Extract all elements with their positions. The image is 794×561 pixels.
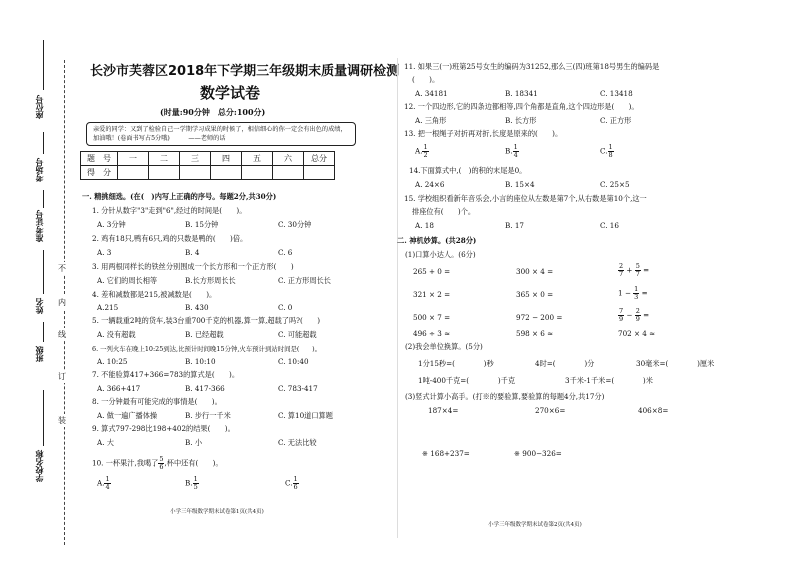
page-divider: [397, 58, 398, 538]
q12-option-b[interactable]: B. 长方形: [505, 116, 537, 125]
q14-option-a[interactable]: A. 24×6: [415, 180, 445, 189]
q2-option-c[interactable]: C. 6: [278, 248, 293, 257]
frac-num: 2: [635, 307, 640, 315]
oral-3-3: $\frac{7}{9}$ − $\frac{2}{9}$ =: [619, 307, 650, 323]
frac-den: 9: [619, 315, 624, 323]
oral-4-3: 702 × 4 ≈: [618, 329, 656, 338]
q10-frac-den: 6: [159, 463, 164, 471]
exam-room-label: 考场号: [35, 158, 44, 182]
q13-option-c[interactable]: [600, 144, 614, 159]
q13-option-c-letter: C.: [600, 146, 608, 156]
frac-den: 8: [608, 151, 613, 159]
score-table-cell: 题 号: [81, 152, 118, 166]
q4-option-c[interactable]: C. 0: [278, 303, 293, 312]
q13-option-a-frac: [422, 144, 428, 159]
admission-number-label: 准考证号: [35, 210, 44, 242]
q10-option-c[interactable]: [285, 476, 299, 491]
frac-den: 9: [635, 315, 640, 323]
q5-option-b[interactable]: B. 已经超载: [185, 330, 224, 339]
vertical-1: 187×4=: [428, 406, 459, 415]
question-8: 8. 一分钟最有可能完成的事情是( )。: [92, 397, 222, 406]
q10-option-a-letter: A.: [97, 478, 105, 488]
exam-subtitle: 数学试卷: [199, 84, 260, 102]
question-15: 15. 学校组织看新年音乐会,小言的座位从左数是第7个,从右数是第10个,这一: [404, 194, 647, 203]
oral-4-2: 598 × 6 ≈: [516, 329, 554, 338]
score-input-cell[interactable]: [149, 166, 180, 180]
oral-1-1: 265 + 0 =: [413, 267, 451, 276]
score-table-cell: 二: [149, 152, 180, 166]
q11-option-a[interactable]: A. 34181: [415, 89, 448, 98]
score-table-cell: 三: [180, 152, 211, 166]
q13-option-b[interactable]: [505, 144, 519, 159]
frac-den: 2: [423, 151, 428, 159]
q10-text-1: 10. 一杯果汁,我喝了: [92, 458, 159, 468]
q13-option-a-letter: A.: [415, 146, 423, 156]
q7-option-b[interactable]: B. 417-366: [185, 384, 225, 393]
q9-option-a[interactable]: A. 大: [97, 438, 114, 447]
oral-2-1: 321 × 2 =: [413, 290, 451, 299]
oral-3-2: 972 − 200 =: [516, 313, 563, 322]
score-table-cell: 得 分: [81, 166, 118, 180]
oral-1-3: $\frac{2}{7}$ + $\frac{5}{7}$ =: [619, 262, 650, 278]
seat-number-line[interactable]: [43, 40, 44, 90]
unit-conversion-subtitle: (2)我会单位换算。(5分): [405, 342, 483, 351]
oral-1-2: 300 × 4 =: [516, 267, 554, 276]
q8-option-c[interactable]: C. 算10道口算题: [278, 411, 333, 420]
frac-num: 5: [635, 262, 640, 270]
q6-option-a[interactable]: A. 10:25: [97, 357, 128, 366]
q2-option-a[interactable]: A. 3: [97, 248, 112, 257]
question-3: 3. 用两根同样长的铁丝分别围成一个长方形和一个正方形( ): [92, 262, 294, 271]
q6-option-c[interactable]: C. 10:40: [278, 357, 309, 366]
question-9: 9. 算式797-298比198+402的结果( )。: [92, 424, 235, 433]
unit-1[interactable]: 1分15秒=( )秒: [418, 359, 494, 368]
q7-option-c[interactable]: C. 783-417: [278, 384, 318, 393]
q8-option-b[interactable]: B. 步行一千米: [185, 411, 231, 420]
q7-option-a[interactable]: A. 366+417: [97, 384, 141, 393]
seat-number-label: 座位号: [35, 95, 44, 119]
frac-den: 5: [193, 483, 198, 491]
time-score-info: (时量:90分钟 总分:100分): [160, 107, 266, 117]
q13-option-b-frac: [513, 144, 519, 159]
question-5: 5. 一辆载重2吨的货车,装3台重700千克的机器,算一算,超载了吗?( ): [92, 316, 321, 325]
q4-option-b[interactable]: B. 430: [185, 303, 209, 312]
question-14: 14.下面算式中,( )的积的末尾是0。: [409, 166, 527, 175]
q1-option-b[interactable]: B. 15分钟: [185, 220, 219, 229]
oral-3-1: 500 × 7 =: [413, 313, 451, 322]
q8-option-a[interactable]: A. 做一遍广播体操: [97, 411, 158, 420]
q13-option-a[interactable]: [415, 144, 429, 159]
q3-option-c[interactable]: C. 正方形周长长: [278, 276, 331, 285]
school-name-line[interactable]: [43, 390, 44, 446]
q10-option-a[interactable]: [97, 476, 111, 491]
frac-den: 4: [513, 151, 518, 159]
question-4: 4. 差和减数都是215,被减数是( )。: [92, 290, 217, 299]
score-input-cell[interactable]: [180, 166, 211, 180]
q10-option-a-frac: [104, 476, 110, 491]
q10-option-c-letter: C.: [285, 478, 293, 488]
score-table-cell: 五: [242, 152, 273, 166]
oral-calc-subtitle: (1)口算小达人。(6分): [405, 250, 476, 259]
q1-option-c[interactable]: C. 30分钟: [278, 220, 312, 229]
frac-b: [635, 263, 641, 278]
section2-title: 二. 神机妙算。(共28分): [397, 236, 477, 245]
q10-option-c-frac: [293, 476, 299, 491]
vertical-5: ※ 900−326=: [514, 449, 562, 458]
score-input-cell[interactable]: [242, 166, 273, 180]
footer-right: 小学三年级数学期末试卷第2页(共4页): [488, 522, 582, 528]
oral-4-1: 496 ÷ 3 ≈: [413, 329, 451, 338]
seam-char-nei: 内: [58, 298, 66, 307]
question-13: 13. 把一根绳子对折再对折,长度是原来的( )。: [404, 129, 563, 138]
frac-num: 1: [423, 143, 428, 151]
score-table-cell: 总分: [304, 152, 335, 166]
q10-option-b-letter: B.: [185, 478, 193, 488]
q9-option-c[interactable]: C. 无法比较: [278, 438, 317, 447]
vertical-4: ※ 168+237=: [422, 449, 470, 458]
score-table-cell: 六: [273, 152, 304, 166]
frac-one-third: [633, 286, 639, 301]
frac-den: 7: [619, 270, 624, 278]
question-2: 2. 鸡有18只,鸭有6只,鸡的只数是鸭的( )倍。: [92, 234, 248, 243]
exam-room-line[interactable]: [43, 132, 44, 154]
footer-left: 小学三年级数学期末试卷第1页(共4页): [170, 509, 264, 515]
frac-a: [618, 308, 624, 323]
frac-num: 1: [634, 285, 639, 293]
class-label: 班级: [35, 346, 44, 362]
frac-den: 7: [635, 270, 640, 278]
q10-option-b-frac: [193, 476, 199, 491]
frac-num: 1: [193, 475, 198, 483]
unit-2[interactable]: 4时=( )分: [535, 359, 595, 368]
q3-option-b[interactable]: B.长方形周长长: [185, 276, 236, 285]
score-table-cell: 四: [211, 152, 242, 166]
class-line[interactable]: [43, 322, 44, 342]
question-7: 7. 不能验算417+366=783的算式是( )。: [92, 370, 240, 379]
q10-option-b[interactable]: [185, 476, 199, 491]
q13-option-c-frac: [608, 144, 614, 159]
seam-char-bu: 不: [58, 264, 66, 273]
question-6: 6. 一列火车在晚上10:25到达,比预计时间晚15分钟,火车预计到站时间是( )。: [92, 345, 322, 353]
unit-5[interactable]: 3千米-1千米=( )米: [565, 376, 653, 385]
frac-num: 2: [619, 262, 624, 270]
section1-title: 一. 精挑细选。(在( )内写上正确的序号。每题2分,共30分): [82, 192, 277, 201]
unit-3[interactable]: 30毫米=( )厘米: [636, 359, 715, 368]
frac-num: 1: [608, 143, 613, 151]
question-12: 12. 一个四边形,它的四条边都相等,四个角都是直角,这个四边形是( )。: [404, 102, 639, 111]
score-table-score-row: [81, 166, 335, 180]
score-table: [80, 151, 335, 180]
q5-option-a[interactable]: A. 没有超载: [97, 330, 136, 339]
name-label: 姓名: [35, 298, 44, 314]
question-11-cont: ( )。: [412, 75, 440, 84]
frac-den: 6: [293, 483, 298, 491]
frac-a: [618, 263, 624, 278]
frac-den: 3: [634, 293, 639, 301]
q4-option-a[interactable]: A.215: [97, 303, 119, 312]
unit-4[interactable]: 1吨-400千克=( )千克: [418, 376, 516, 385]
score-input-cell[interactable]: [273, 166, 304, 180]
admission-number-line[interactable]: [43, 190, 44, 208]
question-11: 11. 如果三(一)班第25号女生的编码为31252,那么三(四)班第18号男生的编码是: [404, 62, 660, 71]
q15-option-c[interactable]: C. 16: [600, 221, 619, 230]
seam-char-zhuang: 装: [58, 416, 66, 425]
score-input-cell[interactable]: [304, 166, 335, 180]
q14-option-b[interactable]: B. 15×4: [505, 180, 535, 189]
oral-2-3: 1 − $\frac{1}{3}$ =: [618, 285, 648, 301]
score-input-cell[interactable]: [118, 166, 149, 180]
q11-option-b[interactable]: B. 18341: [505, 89, 538, 98]
q13-option-b-letter: B.: [505, 146, 513, 156]
frac-num: 1: [293, 475, 298, 483]
q12-option-c[interactable]: C. 正方形: [600, 116, 632, 125]
frac-b: [635, 308, 641, 323]
score-input-cell[interactable]: [211, 166, 242, 180]
q6-option-b[interactable]: B. 10:10: [185, 357, 216, 366]
name-line[interactable]: [43, 250, 44, 294]
q11-option-c[interactable]: C. 13418: [600, 89, 633, 98]
frac-num: 1: [513, 143, 518, 151]
vertical-3: 406×8=: [638, 406, 669, 415]
question-15-cont: 排座位有( )个。: [412, 207, 476, 216]
frac-num: 7: [619, 307, 624, 315]
question-10: [92, 456, 223, 471]
score-table-cell: 一: [118, 152, 149, 166]
q10-frac-num: 5: [159, 455, 164, 463]
seam-char-xian: 线: [58, 330, 66, 339]
question-1: 1. 分针从数字"3"走到"6",经过的时间是( )。: [92, 206, 247, 215]
q14-option-c[interactable]: C. 25×5: [600, 180, 630, 189]
q12-option-a[interactable]: A. 三角形: [415, 116, 447, 125]
frac-den: 4: [105, 483, 110, 491]
school-name-label: 学校名称: [35, 450, 44, 482]
seam-char-ding: 订: [58, 372, 66, 381]
q3-option-a[interactable]: A. 它们的周长相等: [97, 276, 158, 285]
q10-text-2: ,杯中还有( )。: [164, 458, 223, 468]
vertical-calc-subtitle: (3)竖式计算小高手。(打※的要验算,要验算的每题4分,共17分): [405, 392, 605, 401]
vertical-2: 270×6=: [535, 406, 566, 415]
q5-option-c[interactable]: C. 可能超载: [278, 330, 317, 339]
q1-option-a[interactable]: A. 3分钟: [97, 220, 126, 229]
q15-option-a[interactable]: A. 18: [415, 221, 434, 230]
score-table-header-row: [81, 152, 335, 166]
q2-option-b[interactable]: B. 4: [185, 248, 200, 257]
oral-2-2: 365 × 0 =: [516, 290, 554, 299]
teacher-notice: 亲爱的同学：又到了检验自己一学期学习成果的时候了，相信细心的你一定会有出色的成绩，加油哦！(卷面书写占5分哦) ——老师的话: [86, 122, 356, 146]
q15-option-b[interactable]: B. 17: [505, 221, 524, 230]
frac-num: 1: [105, 475, 110, 483]
exam-title: 长沙市芙蓉区2018年下学期三年级期末质量调研检测: [90, 64, 400, 79]
q9-option-b[interactable]: B. 小: [185, 438, 203, 447]
